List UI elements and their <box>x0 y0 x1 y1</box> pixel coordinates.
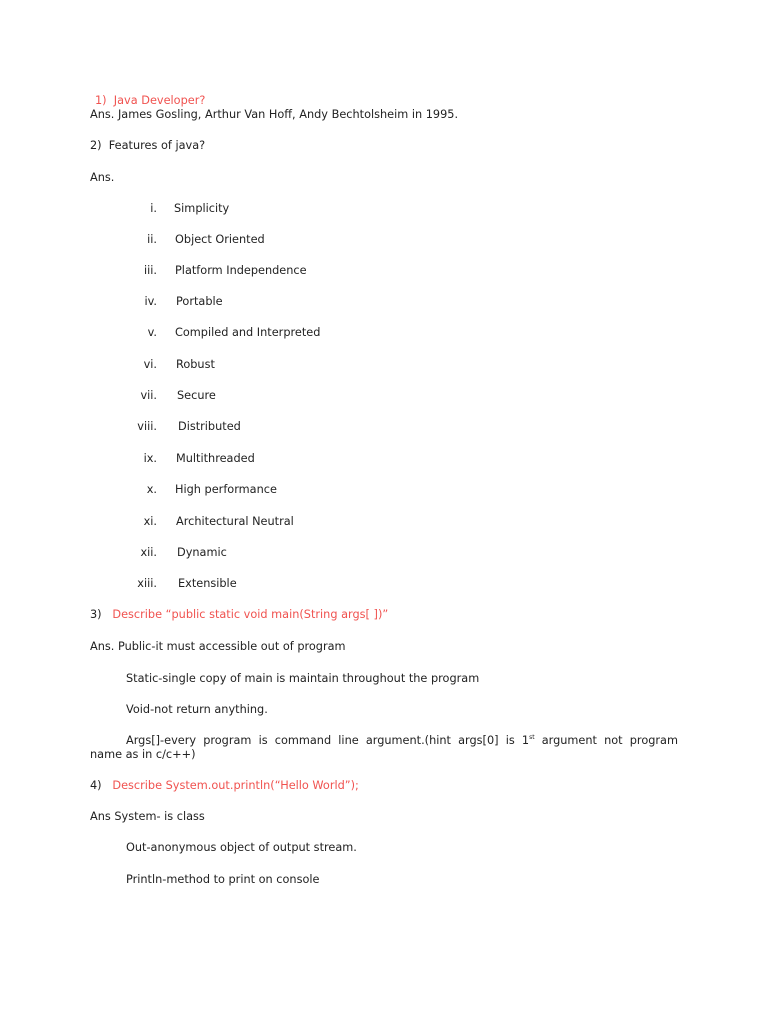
q3-answer-args-part1: Args[]-every program is command line argument.(hint args[0] is 1 <box>126 734 530 747</box>
list-item-text: Portable <box>176 295 223 308</box>
list-item-number: x. <box>146 483 157 496</box>
list-item-number: vi. <box>143 358 157 371</box>
q4-answer-println: Println-method to print on console <box>126 873 320 886</box>
q2-title: Features of java? <box>108 139 206 152</box>
list-item-text: Compiled and Interpreted <box>175 326 321 339</box>
list-item-text: Dynamic <box>177 546 227 559</box>
list-item-text: High performance <box>175 483 277 496</box>
q3-number: 3) <box>90 608 102 621</box>
q3-answer-static: Static-single copy of main is maintain throughout the program <box>126 672 480 685</box>
q4-answer-system: Ans System- is class <box>90 810 205 823</box>
q1-answer: Ans. James Gosling, Arthur Van Hoff, Andy Bechtolsheim in 1995. <box>90 108 459 121</box>
list-item-text: Extensible <box>178 577 237 590</box>
q4-title: Describe System.out.println(“Hello World”); <box>112 779 359 792</box>
list-item-text: Distributed <box>178 420 241 433</box>
list-item-number: viii. <box>137 420 157 433</box>
q4-number: 4) <box>90 779 102 792</box>
list-item-number: iv. <box>144 295 157 308</box>
q4-heading <box>90 779 359 793</box>
list-item-text: Platform Independence <box>175 264 307 277</box>
list-item-number: i. <box>150 202 157 215</box>
q3-title: Describe “public static void main(String args[ ])” <box>112 608 389 621</box>
q2-number: 2) <box>90 139 102 152</box>
list-item-number: v. <box>147 326 157 339</box>
q3-answer-args <box>126 734 678 748</box>
list-item-text: Multithreaded <box>176 452 255 465</box>
list-item-number: ix. <box>143 452 157 465</box>
list-item-number: ii. <box>147 233 157 246</box>
q3-answer-args-part2: argument not program <box>534 734 678 747</box>
list-item-number: iii. <box>143 264 157 277</box>
q3-heading <box>90 608 388 622</box>
list-item-text: Object Oriented <box>175 233 265 246</box>
q3-answer-void: Void-not return anything. <box>126 703 268 716</box>
list-item-text: Secure <box>177 389 216 402</box>
q3-answer-args-sup: st <box>529 734 535 741</box>
list-item-number: xiii. <box>137 577 157 590</box>
list-item-text: Architectural Neutral <box>176 515 294 528</box>
q1-title: Java Developer? <box>113 94 206 107</box>
list-item-number: xi. <box>143 515 157 528</box>
list-item-text: Simplicity <box>174 202 230 215</box>
q3-answer-args-line2: name as in c/c++) <box>90 748 196 761</box>
list-item-text: Robust <box>176 358 215 371</box>
q3-answer-public: Ans. Public-it must accessible out of program <box>90 640 346 653</box>
q4-answer-out: Out-anonymous object of output stream. <box>126 841 357 854</box>
q2-ans-label: Ans. <box>90 171 115 184</box>
q1-heading <box>95 94 205 108</box>
list-item-number: vii. <box>140 389 157 402</box>
q2-heading <box>90 139 205 153</box>
list-item-number: xii. <box>140 546 157 559</box>
q1-number: 1) <box>95 94 107 107</box>
